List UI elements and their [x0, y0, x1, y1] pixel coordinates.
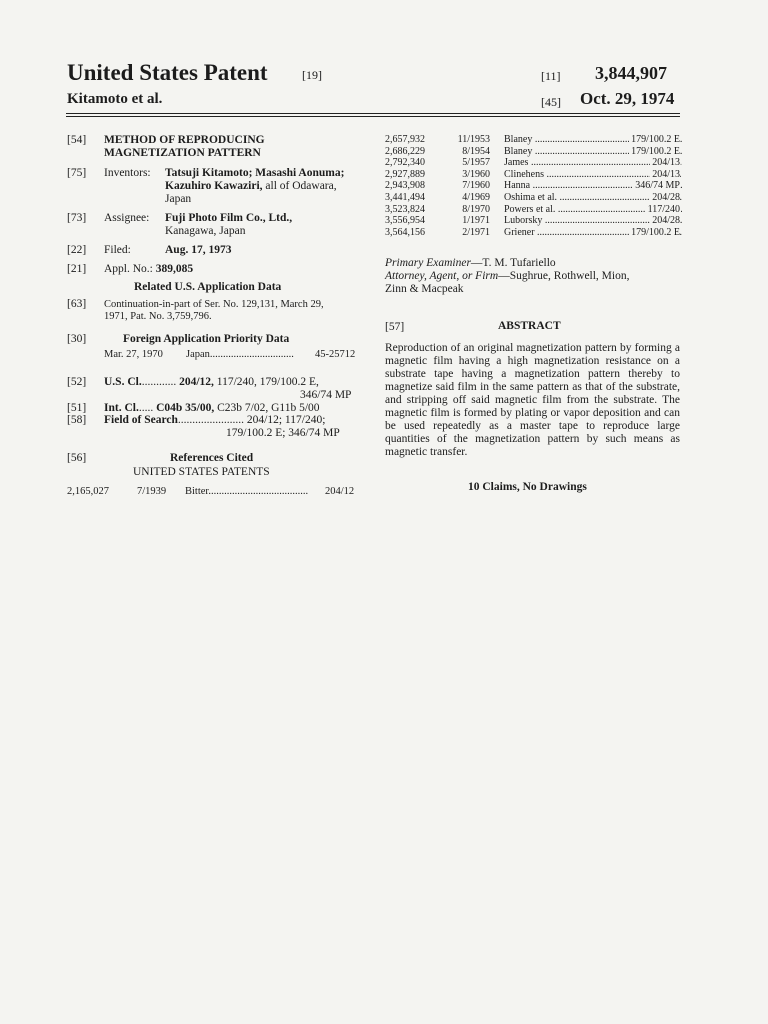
intcl-line: Int. Cl...... C04b 35/00, C23b 7/02, G11b 5/00: [104, 402, 320, 414]
cited-patent-class: 179/100.2 E: [631, 134, 680, 145]
abstract-text: Reproduction of an original magnetization pattern by forming a magnetic film having a high magnetization resistance on a substrate tape having a magnetization pattern thereby to magnetize said film in the same pattern as that of the substrate, and stripping off said magnetic film from the substrate. The magnetic film is formed by plating or vapor deposition and can be used repeatedly as a master tape to reproduce large quantities of the magnetization pattern by such means as magnetic transfer.: [385, 342, 680, 458]
cited-patent-date: 11/1953: [457, 134, 490, 145]
title-field-code: [54]: [67, 134, 87, 146]
cited-patent-inventor: Powers et al. .....: [504, 204, 682, 215]
cited-patent-class: 204/13: [652, 157, 680, 169]
cited-patent-inventor: James .....: [504, 157, 682, 168]
foreign-number: 45-25712: [315, 349, 356, 360]
patent-date: Oct. 29, 1974: [580, 89, 675, 108]
cited-patent-number: 3,523,824: [385, 203, 425, 215]
patent-number: 3,844,907: [595, 63, 667, 83]
header-rule-bottom: [66, 116, 680, 117]
invention-title-line1: METHOD OF REPRODUCING: [104, 134, 265, 146]
filed-code: [22]: [67, 244, 87, 256]
cited-patent-date: 3/1960: [462, 168, 490, 180]
cited-patent-class: 204/28: [652, 192, 680, 203]
cited-patent-date: 4/1969: [462, 192, 490, 203]
left-column: [67, 134, 363, 504]
related-heading: Related U.S. Application Data: [134, 281, 282, 293]
filed-label: Filed:: [104, 244, 131, 256]
assignee-label: Assignee:: [104, 212, 150, 224]
inventors-line2: Kazuhiro Kawaziri, all of Odawara,: [165, 180, 337, 192]
claims-line: 10 Claims, No Drawings: [468, 481, 587, 493]
related-line1: Continuation-in-part of Ser. No. 129,131, March 29,: [104, 299, 324, 310]
abstract-heading: ABSTRACT: [498, 320, 561, 332]
fos-line: Field of Search....................... 204/12; 117/240;: [104, 414, 326, 426]
filed-date: Aug. 17, 1973: [165, 244, 232, 256]
cited-patent-date: 8/1970: [462, 203, 490, 215]
abstract-code: [57]: [385, 321, 405, 333]
cited-patent-row: [385, 146, 680, 157]
ref1-date: 7/1939: [137, 486, 167, 497]
foreign-date: Mar. 27, 1970: [104, 349, 163, 360]
cited-patent-inventor: Luborsky .....: [504, 215, 682, 226]
cited-patent-row: [385, 192, 680, 203]
fos-line2: 179/100.2 E; 346/74 MP: [226, 427, 340, 439]
inventors-line3: Japan: [165, 193, 192, 205]
cited-patent-inventor: Hanna .....: [504, 180, 682, 191]
cited-patent-date: 7/1960: [462, 180, 490, 192]
date-code: [45]: [541, 95, 561, 109]
assignee-line1: Fuji Photo Film Co., Ltd.,: [165, 212, 293, 224]
cited-patent-class: 204/13: [652, 168, 680, 180]
primary-examiner: Primary Examiner—T. M. Tufariello: [385, 257, 556, 269]
cited-patent-number: 3,556,954: [385, 215, 425, 227]
cited-patents-list: [385, 134, 680, 244]
fos-code: [58]: [67, 414, 87, 426]
patent-number-code: [11]: [541, 69, 561, 83]
uscl-code: [52]: [67, 376, 87, 388]
cited-patent-row: [385, 169, 680, 180]
ref1-number: 2,165,027: [67, 486, 109, 497]
header-rule-top: [66, 113, 680, 114]
cited-patent-row: [385, 180, 680, 191]
cited-patent-inventor: Blaney .....: [504, 134, 682, 145]
cited-patent-row: [385, 134, 680, 145]
cited-patent-number: 3,441,494: [385, 192, 425, 203]
ref1-name: Bitter......................................: [185, 486, 309, 497]
cited-patent-inventor: Oshima et al. .....: [504, 192, 682, 203]
cited-patent-number: 2,943,908: [385, 180, 425, 192]
cited-patent-date: 5/1957: [462, 157, 490, 169]
cited-patent-class: 204/28: [652, 215, 680, 227]
cited-patent-inventor: Blaney .....: [504, 146, 682, 157]
foreign-heading: Foreign Application Priority Data: [123, 333, 290, 345]
cited-patent-class: 117/240: [647, 203, 680, 215]
related-line2: 1971, Pat. No. 3,759,796.: [104, 311, 212, 322]
foreign-code: [30]: [67, 333, 87, 345]
uscl-line: U.S. Cl............. 204/12, 117/240, 179/100.2 E,: [104, 376, 319, 388]
intcl-code: [51]: [67, 402, 87, 414]
cited-patent-number: 2,792,340: [385, 157, 425, 169]
authors: Kitamoto et al.: [67, 91, 163, 107]
cited-patent-number: 2,686,229: [385, 145, 425, 157]
cited-patent-class: 179/100.2 E: [631, 145, 680, 157]
cited-patent-class: 346/74 MP: [635, 180, 680, 192]
foreign-country: Japan................................: [186, 349, 294, 360]
ref1-class: 204/12: [325, 486, 355, 497]
patent-title: United States Patent: [67, 60, 268, 85]
cited-patent-inventor: Griener .....: [504, 227, 682, 238]
invention-title-line2: MAGNETIZATION PATTERN: [104, 147, 261, 159]
cited-patent-class: 179/100.2 E: [631, 226, 680, 238]
appl-code: [21]: [67, 263, 87, 275]
cited-patent-number: 3,564,156: [385, 226, 425, 238]
inventors-code: [75]: [67, 167, 87, 179]
cited-patent-inventor: Clinehens .....: [504, 169, 682, 180]
cited-patent-row: [385, 215, 680, 226]
refs-subheading: UNITED STATES PATENTS: [133, 466, 270, 478]
attorney-line2: Zinn & Macpeak: [385, 283, 464, 295]
inventors-label: Inventors:: [104, 167, 151, 179]
attorney-line1: Attorney, Agent, or Firm—Sughrue, Rothwell, Mion,: [385, 270, 630, 282]
cited-patent-row: [385, 157, 680, 168]
cited-patent-date: 1/1971: [462, 215, 490, 227]
refs-code: [56]: [67, 452, 87, 464]
assignee-code: [73]: [67, 212, 87, 224]
uscl-line2: 346/74 MP: [300, 389, 352, 401]
cited-patent-number: 2,927,889: [385, 168, 425, 180]
title-code: [19]: [302, 68, 322, 82]
refs-heading: References Cited: [170, 452, 254, 464]
assignee-line2: Kanagawa, Japan: [165, 225, 246, 237]
cited-patent-row: [385, 204, 680, 215]
cited-patent-number: 2,657,932: [385, 134, 425, 145]
inventors-line1: Tatsuji Kitamoto; Masashi Aonuma;: [165, 167, 345, 179]
appl-line: Appl. No.: 389,085: [104, 263, 194, 275]
cited-patent-row: [385, 227, 680, 238]
related-code: [63]: [67, 298, 87, 310]
cited-patent-date: 2/1971: [462, 226, 490, 238]
cited-patent-date: 8/1954: [462, 145, 490, 157]
